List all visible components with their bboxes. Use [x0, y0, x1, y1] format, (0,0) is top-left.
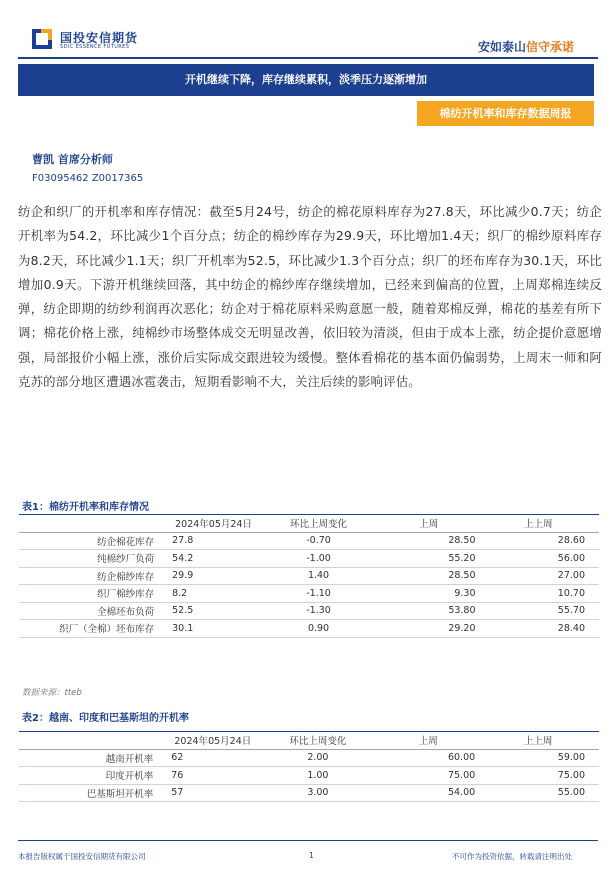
page-number: 1 [309, 851, 314, 860]
table-header-row [19, 515, 599, 533]
report-title-banner: 开机继续下降，库存继续累积，淡季压力逐渐增加 [18, 64, 594, 96]
table-cell: 0.90 [261, 620, 376, 638]
table-cell: 28.40 [486, 620, 599, 638]
table-cell: 56.00 [486, 550, 599, 568]
table-cell: 76 [165, 767, 260, 785]
company-logo-icon [32, 29, 52, 49]
table-cell: 1.40 [261, 567, 376, 585]
footer-divider [18, 840, 598, 841]
table-cell: -1.10 [261, 585, 376, 603]
table-cell: 27.8 [166, 532, 261, 550]
table-cell: 55.00 [485, 784, 599, 802]
capacity-inventory-table [19, 514, 599, 638]
table-cell: 27.00 [486, 567, 599, 585]
table-row [19, 767, 599, 785]
table-header-cell: 环比上周变化 [260, 732, 375, 750]
row-label: 纯棉纱厂负荷 [19, 550, 166, 568]
row-label: 印度开机率 [19, 767, 165, 785]
table-cell: 2.00 [260, 749, 375, 767]
table-header-cell: 上周 [376, 515, 485, 533]
table-cell: 28.50 [376, 532, 485, 550]
logo-name: 国投安信期货 [60, 31, 139, 45]
table-header-cell: 环比上周变化 [261, 515, 376, 533]
table-row [19, 784, 599, 802]
author-certificate: F03095462 Z0017365 [32, 173, 144, 184]
table-cell: 52.5 [166, 602, 261, 620]
table-cell: 9.30 [376, 585, 485, 603]
table-row [19, 585, 599, 603]
row-label: 纺企棉纱库存 [19, 567, 166, 585]
table-cell: 75.00 [485, 767, 599, 785]
logo-english-name: SDIC ESSENCE FUTURES [60, 44, 130, 50]
table-cell: 1.00 [260, 767, 375, 785]
table-cell: 75.00 [375, 767, 485, 785]
slogan-part1: 安如泰山 [478, 40, 527, 54]
table-row [19, 602, 599, 620]
table-cell: 29.9 [166, 567, 261, 585]
footer-disclaimer: 不可作为投资依据，转载请注明出处 [452, 852, 572, 861]
table2-title: 表2：越南、印度和巴基斯坦的开机率 [22, 713, 189, 724]
table-cell: 3.00 [260, 784, 375, 802]
table-cell: 54.2 [166, 550, 261, 568]
table-cell: 30.1 [166, 620, 261, 638]
table-cell: 62 [165, 749, 260, 767]
footer-copyright: 本报告版权属于国投安信期货有限公司 [18, 852, 146, 861]
table-cell: 29.20 [376, 620, 485, 638]
table-row [19, 532, 599, 550]
table-header-cell [19, 732, 165, 750]
table-cell: 10.70 [486, 585, 599, 603]
table-header-cell: 上上周 [485, 732, 599, 750]
table-cell: 54.00 [375, 784, 485, 802]
header-divider [18, 57, 598, 59]
table-cell: 60.00 [375, 749, 485, 767]
report-body-paragraph: 纺企和织厂的开机率和库存情况：截至5月24号，纺企的棉花原料库存为27.8天，环比减少0.7天；纺企开机率为54.2，环比减少1个百分点；纺企的棉纱库存为29.9天，环比增加1.4天；织厂的棉纱原料库存为8.2天，环比减少1.1天；织厂开机率为52.5，环比减少1.3个百分点；织厂的坯布库存为30.1天，环比增加0.9天。下游开机继续回落，其中纺企的棉纱库存继续增加，已经来到偏高的位置，上周郑棉连续反弹，纺企即期的纺纱利润再次恶化；纺企对于棉花原料采购意愿一般，随着郑棉反弹，棉花的基差有所下调；棉花价格上涨，纯棉纱市场整体成交无明显改善，依旧较为清淡，但由于成本上涨，纺企提价意愿增强，局部报价小幅上涨，涨价后实际成交跟进较为缓慢。整体看棉花的基本面仍偏弱势，上周末一师和阿克苏的部分地区遭遇冰雹袭击，短期看影响不大，关注后续的影响评估。 [18, 204, 602, 390]
table-cell: 28.50 [376, 567, 485, 585]
author-name: 曹凯 首席分析师 [32, 153, 113, 166]
row-label: 全棉坯布负荷 [19, 602, 166, 620]
table-cell: 28.60 [486, 532, 599, 550]
overseas-capacity-table [19, 731, 599, 802]
table-row [19, 749, 599, 767]
table-cell: 8.2 [166, 585, 261, 603]
row-label: 越南开机率 [19, 749, 165, 767]
table-cell: -1.30 [261, 602, 376, 620]
table-row [19, 567, 599, 585]
table-header-cell: 2024年05月24日 [165, 732, 260, 750]
table-row [19, 620, 599, 638]
table-row [19, 550, 599, 568]
row-label: 纺企棉花库存 [19, 532, 166, 550]
table-header-cell: 2024年05月24日 [166, 515, 261, 533]
table-cell: 55.20 [376, 550, 485, 568]
table-cell: 57 [165, 784, 260, 802]
row-label: 巴基斯坦开机率 [19, 784, 165, 802]
table-cell: -0.70 [261, 532, 376, 550]
table-cell: -1.00 [261, 550, 376, 568]
report-subtitle-badge: 棉纺开机率和库存数据周报 [417, 101, 594, 126]
table-header-row [19, 732, 599, 750]
table-header-cell: 上周 [375, 732, 485, 750]
data-source-note: 数据来源：tteb [22, 688, 82, 698]
slogan-part2: 信守承诺 [526, 40, 575, 54]
table-header-cell: 上上周 [486, 515, 599, 533]
row-label: 织厂棉纱库存 [19, 585, 166, 603]
table1-title: 表1：棉纺开机率和库存情况 [22, 502, 149, 513]
table-header-cell [19, 515, 166, 533]
row-label: 织厂（全棉）坯布库存 [19, 620, 166, 638]
table-cell: 55.70 [486, 602, 599, 620]
table-cell: 59.00 [485, 749, 599, 767]
table-cell: 53.80 [376, 602, 485, 620]
